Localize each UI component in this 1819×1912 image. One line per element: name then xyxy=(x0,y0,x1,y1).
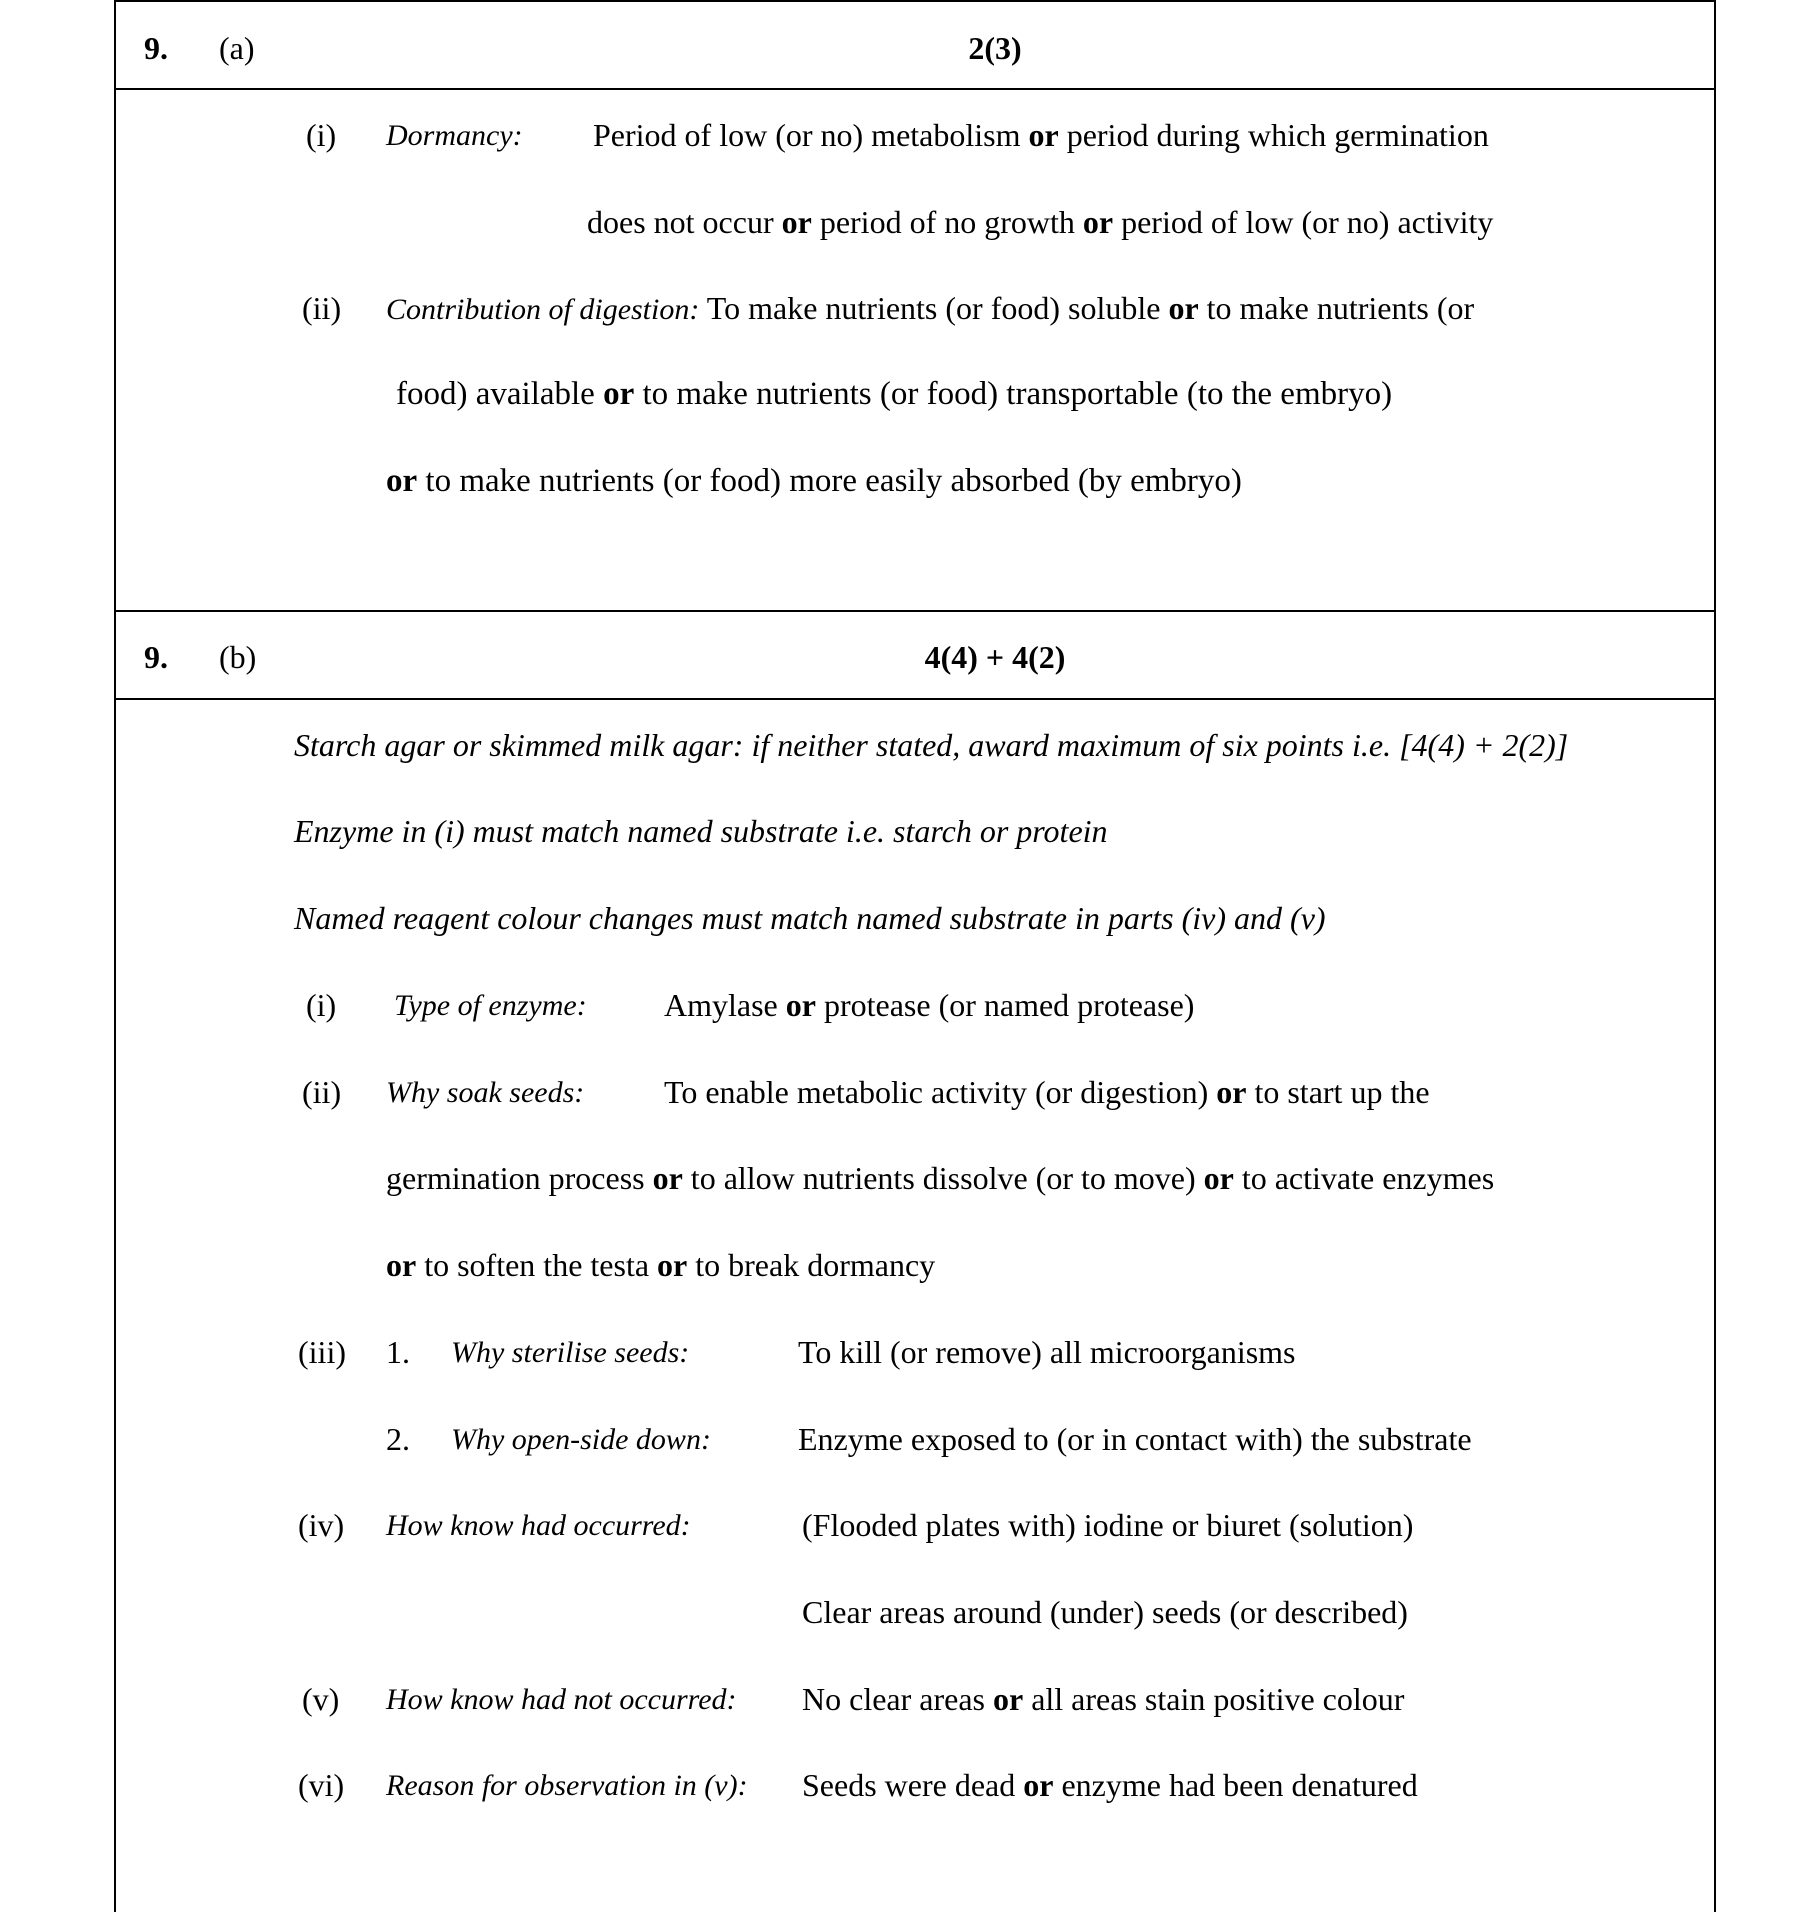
item-label: Contribution of digestion: xyxy=(386,293,700,326)
answer-line: germination process or to allow nutrients dissolve (or to move) or to activate enzymes xyxy=(386,1160,1495,1196)
answer-line: or to make nutrients (or food) more easily absorbed (by embryo) xyxy=(386,463,1242,499)
answer-line: To kill (or remove) all microorganisms xyxy=(798,1334,1296,1370)
marks-allocation: 4(4) + 4(2) xyxy=(924,639,1066,675)
part-label: (a) xyxy=(219,30,255,66)
answer-line: To enable metabolic activity (or digestion) or to start up the xyxy=(664,1074,1430,1110)
marks-allocation: 2(3) xyxy=(968,30,1022,66)
answer-line: No clear areas or all areas stain positive colour xyxy=(802,1681,1405,1717)
item-label: Why open-side down: xyxy=(451,1423,711,1456)
item-number: (iv) xyxy=(298,1507,345,1543)
part-label: (b) xyxy=(219,639,257,675)
item-number: (ii) xyxy=(302,1074,342,1110)
answer-line: Amylase or protease (or named protease) xyxy=(664,987,1195,1023)
item-label: Why soak seeds: xyxy=(386,1076,585,1109)
item-number: (i) xyxy=(306,117,337,153)
question-number: 9. xyxy=(144,30,168,66)
divider xyxy=(114,88,1714,90)
item-label: Dormancy: xyxy=(386,119,523,152)
item-label: Why sterilise seeds: xyxy=(451,1336,690,1369)
item-number: (vi) xyxy=(298,1767,345,1803)
answer-line: food) available or to make nutrients (or food) transportable (to the embryo) xyxy=(396,376,1393,412)
answer-line: Seeds were dead or enzyme had been denatured xyxy=(802,1767,1418,1803)
answer-line: (Flooded plates with) iodine or biuret (solution) xyxy=(802,1507,1414,1543)
sub-item-number: 2. xyxy=(386,1421,410,1457)
sub-item-number: 1. xyxy=(386,1334,410,1370)
item-number: (ii) xyxy=(302,290,342,326)
marking-note: Starch agar or skimmed milk agar: if neither stated, award maximum of six points i.e. [4(4) + 2(2)] xyxy=(294,727,1569,763)
question-number: 9. xyxy=(144,639,168,675)
answer-line: Enzyme exposed to (or in contact with) the substrate xyxy=(798,1421,1472,1457)
answer-line: Clear areas around (under) seeds (or described) xyxy=(802,1594,1408,1630)
answer-line: Period of low (or no) metabolism or period during which germination xyxy=(593,117,1489,153)
divider xyxy=(114,610,1714,612)
answer-line: or to soften the testa or to break dormancy xyxy=(386,1247,936,1283)
answer-line: Contribution of digestion: To make nutrients (or food) soluble or to make nutrients (or xyxy=(386,290,1475,326)
marking-note: Enzyme in (i) must match named substrate i.e. starch or protein xyxy=(294,813,1108,849)
marking-note: Named reagent colour changes must match named substrate in parts (iv) and (v) xyxy=(294,900,1326,936)
divider xyxy=(114,698,1714,700)
answer-line: does not occur or period of no growth or period of low (or no) activity xyxy=(587,204,1494,240)
item-label: How know had not occurred: xyxy=(386,1683,737,1716)
item-label: Reason for observation in (v): xyxy=(386,1769,748,1802)
item-number: (v) xyxy=(302,1681,340,1717)
item-number: (i) xyxy=(306,987,337,1023)
item-number: (iii) xyxy=(298,1334,346,1370)
item-label: How know had occurred: xyxy=(386,1509,691,1542)
divider xyxy=(114,0,1714,2)
item-label: Type of enzyme: xyxy=(394,989,587,1022)
